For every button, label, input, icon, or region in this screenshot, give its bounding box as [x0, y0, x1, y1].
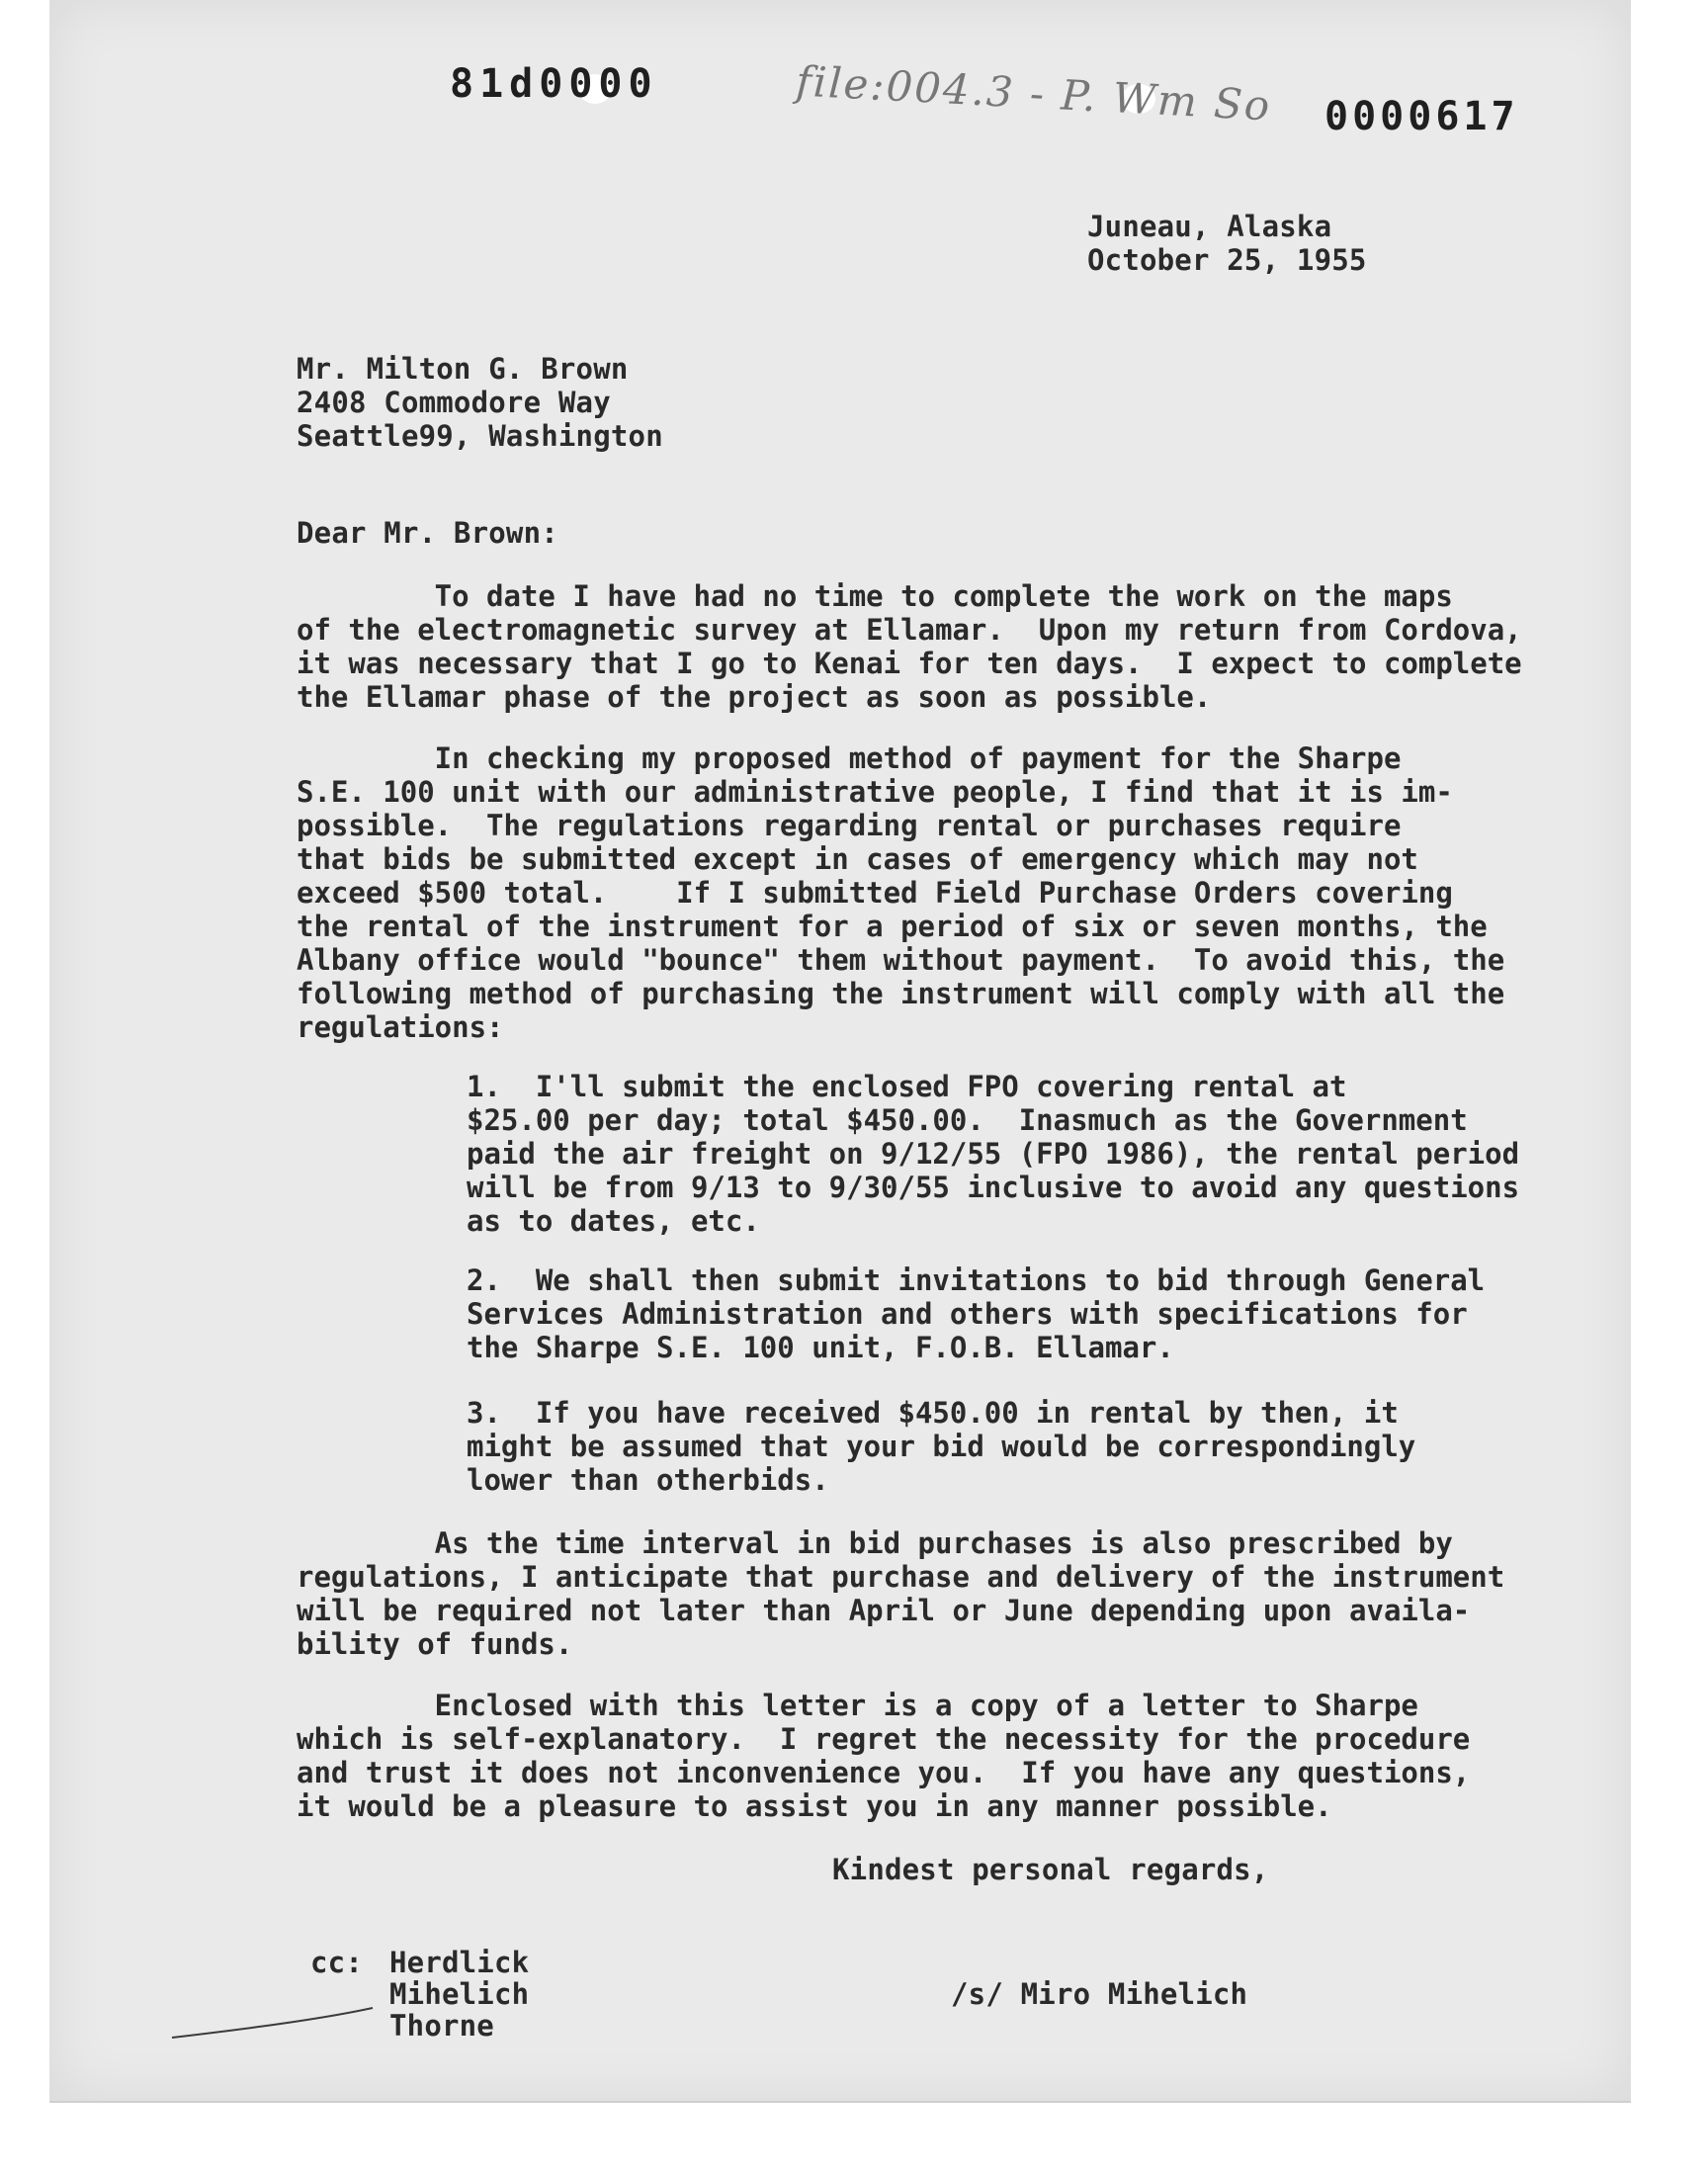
- list-item: [467, 1396, 1415, 1497]
- text-line: S.E. 100 unit with our administrative people, I find that it is im-: [297, 775, 1453, 809]
- text-line: 2. We shall then submit invitations to bid through General: [467, 1263, 1486, 1297]
- text-line: which is self-explanatory. I regret the necessity for the procedure: [297, 1722, 1471, 1756]
- text-line: following method of purchasing the instrument will comply with all the: [297, 977, 1505, 1010]
- text-line: Albany office would "bounce" them without payment. To avoid this, the: [297, 943, 1505, 977]
- complimentary-close: Kindest personal regards,: [832, 1853, 1269, 1886]
- text-line: of the electromagnetic survey at Ellamar. Upon my return from Cordova,: [297, 613, 1522, 647]
- text-line: 3. If you have received $450.00 in rental by then, it: [467, 1396, 1399, 1430]
- text-line: and trust it does not inconvenience you. If you have any questions,: [297, 1756, 1471, 1789]
- text-line: As the time interval in bid purchases is also prescribed by: [297, 1526, 1453, 1560]
- text-line: paid the air freight on 9/12/55 (FPO 1986), the rental period: [467, 1137, 1520, 1171]
- page-bottom-edge: [49, 2101, 1631, 2103]
- text-line: 1. I'll submit the enclosed FPO covering rental at: [467, 1070, 1347, 1103]
- text-line: will be required not later than April or June depending upon availa-: [297, 1594, 1471, 1627]
- text-line: as to dates, etc.: [467, 1204, 760, 1238]
- body-paragraph: [297, 741, 1504, 1044]
- text-line: Enclosed with this letter is a copy of a letter to Sharpe: [297, 1689, 1418, 1722]
- text-line: regulations, I anticipate that purchase and delivery of the instrument: [297, 1560, 1505, 1594]
- cc-name: Thorne: [389, 2009, 494, 2043]
- cc-name: Herdlick: [389, 1946, 530, 1979]
- file-number: 81d0000: [450, 61, 658, 107]
- list-item: [467, 1070, 1519, 1238]
- text-line: that bids be submitted except in cases of emergency which may not: [297, 842, 1418, 876]
- text-line: it was necessary that I go to Kenai for ten days. I expect to complete: [297, 647, 1522, 680]
- body-paragraph: [297, 1689, 1470, 1823]
- handwritten-note: file:004.3 - P. Wm So: [795, 56, 1273, 130]
- check-mark-stroke: [170, 2002, 378, 2042]
- text-line: possible. The regulations regarding rental or purchases require: [297, 809, 1402, 842]
- body-paragraph: [297, 1526, 1504, 1661]
- cc-label: cc:: [310, 1946, 363, 1979]
- text-line: the Sharpe S.E. 100 unit, F.O.B. Ellamar.: [467, 1331, 1174, 1364]
- text-line: the Ellamar phase of the project as soon as possible.: [297, 680, 1212, 714]
- cc-name: Mihelich: [389, 1977, 530, 2011]
- list-item: [467, 1263, 1485, 1364]
- signature: /s/ Miro Mihelich: [951, 1977, 1248, 2011]
- stamp-number: 0000617: [1324, 94, 1519, 139]
- letter-date: October 25, 1955: [1087, 243, 1367, 277]
- text-line: To date I have had no time to complete the work on the maps: [297, 579, 1453, 613]
- recipient-name: Mr. Milton G. Brown: [297, 352, 629, 386]
- text-line: $25.00 per day; total $450.00. Inasmuch as the Government: [467, 1103, 1468, 1137]
- text-line: Services Administration and others with specifications for: [467, 1297, 1468, 1331]
- text-line: In checking my proposed method of payment for the Sharpe: [297, 741, 1402, 775]
- text-line: the rental of the instrument for a period of six or seven months, the: [297, 910, 1488, 943]
- salutation: Dear Mr. Brown:: [297, 516, 558, 550]
- text-line: might be assumed that your bid would be correspondingly: [467, 1430, 1416, 1463]
- text-line: regulations:: [297, 1010, 504, 1044]
- text-line: bility of funds.: [297, 1627, 573, 1661]
- body-paragraph: [297, 579, 1522, 714]
- place: Juneau, Alaska: [1087, 210, 1332, 243]
- recipient-city: Seattle99, Washington: [297, 419, 663, 453]
- text-line: exceed $500 total. If I submitted Field Purchase Orders covering: [297, 876, 1453, 910]
- text-line: will be from 9/13 to 9/30/55 inclusive to avoid any questions: [467, 1171, 1520, 1204]
- text-line: lower than otherbids.: [467, 1463, 829, 1497]
- text-line: it would be a pleasure to assist you in any manner possible.: [297, 1789, 1332, 1823]
- recipient-street: 2408 Commodore Way: [297, 386, 611, 419]
